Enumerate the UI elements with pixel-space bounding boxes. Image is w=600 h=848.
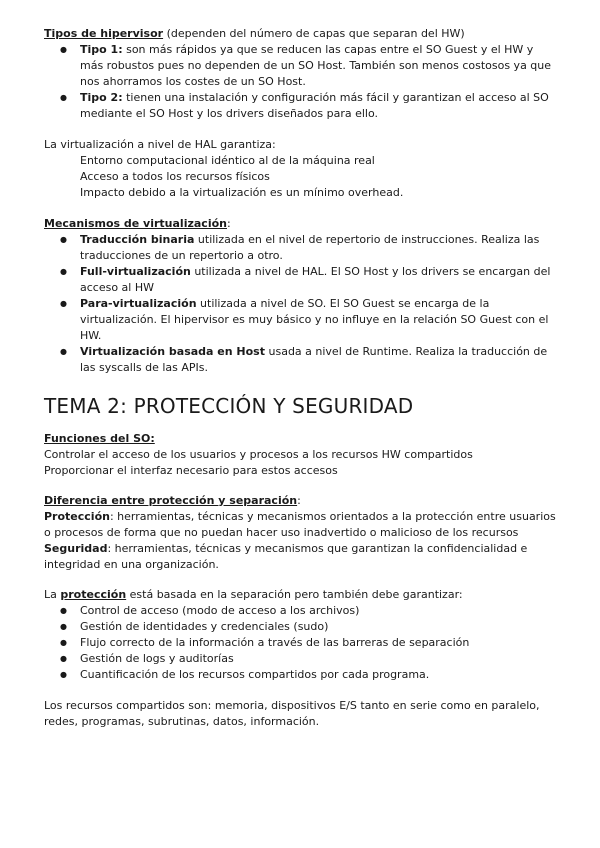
item-label: Virtualización basada en Host bbox=[80, 345, 265, 358]
list-item bbox=[44, 232, 556, 264]
list-item bbox=[44, 344, 556, 376]
proteccion-definition bbox=[44, 509, 556, 541]
diferencia-heading: Diferencia entre protección y separación bbox=[44, 494, 298, 507]
item-label: Tipo 2: bbox=[80, 91, 123, 104]
list-item: ● Gestión de identidades y credenciales (sudo) bbox=[44, 619, 556, 635]
item-text: usada a nivel de Runtime. Realiza la traducción de las syscalls de las APIs. bbox=[80, 345, 548, 374]
funciones-line: Controlar el acceso de los usuarios y procesos a los recursos HW compartidos bbox=[44, 448, 473, 461]
item-text: tienen una instalación y configuración más fácil y garantizan el acceso al SO mediante el SO Host y los drivers diseñados para ello. bbox=[80, 91, 549, 120]
seguridad-label: Seguridad bbox=[44, 542, 108, 555]
garantizar-post: está basada en la separación pero también debe garantizar: bbox=[126, 588, 463, 601]
garantizar-list bbox=[44, 603, 556, 683]
mecanismos-heading: Mecanismos de virtualización bbox=[44, 217, 227, 230]
proteccion-text: : herramientas, técnicas y mecanismos orientados a la protección entre usuarios o procesos de forma que no puedan hacer uso inadvertido o malicioso de los recursos bbox=[44, 510, 556, 539]
hipervisor-heading-rest: (dependen del número de capas que separan del HW) bbox=[163, 27, 465, 40]
seguridad-definition bbox=[44, 541, 556, 573]
list-item bbox=[44, 90, 556, 122]
list-item bbox=[44, 296, 556, 344]
item-label: Traducción binaria bbox=[80, 233, 195, 246]
item-text: son más rápidos ya que se reducen las capas entre el SO Guest y el HW y más robustos pues no dependen de un SO Host. También son menos costosos ya que nos ahorramos los costes de un SO Host. bbox=[80, 43, 552, 88]
list-item: ● Gestión de logs y auditorías bbox=[44, 651, 556, 667]
item-label: Full-virtualización bbox=[80, 265, 191, 278]
funciones-heading: Funciones del SO: bbox=[44, 432, 155, 445]
diferencia-heading-line bbox=[44, 493, 556, 509]
document-page bbox=[44, 26, 556, 730]
recursos-text: Los recursos compartidos son: memoria, dispositivos E/S tanto en serie como en paralelo, redes, programas, subrutinas, datos, información. bbox=[44, 699, 540, 728]
proteccion-label: Protección bbox=[44, 510, 110, 523]
mecanismos-heading-line bbox=[44, 216, 556, 232]
item-label: Tipo 1: bbox=[80, 43, 123, 56]
seguridad-text: : herramientas, técnicas y mecanismos que garantizan la confidencialidad e integridad en una organización. bbox=[44, 542, 528, 571]
list-item bbox=[44, 264, 556, 296]
hipervisor-heading-line bbox=[44, 26, 556, 42]
mecanismos-list bbox=[44, 232, 556, 376]
funciones-line: Proporcionar el interfaz necesario para estos accesos bbox=[44, 464, 338, 477]
hal-intro: La virtualización a nivel de HAL garantiza: bbox=[44, 138, 276, 151]
tema-title: TEMA 2: PROTECCIÓN Y SEGURIDAD bbox=[44, 394, 414, 418]
list-item: ● Flujo correcto de la información a través de las barreras de separación bbox=[44, 635, 556, 651]
list-item: ● Cuantificación de los recursos compartidos por cada programa. bbox=[44, 667, 556, 683]
garantizar-word: protección bbox=[60, 588, 127, 601]
hal-line: Acceso a todos los recursos físicos bbox=[80, 170, 270, 183]
item-text: utilizada a nivel de SO. El SO Guest se encarga de la virtualización. El hipervisor es muy básico y no influye en la relación SO Guest con el HW. bbox=[80, 297, 549, 342]
list-item: ● Control de acceso (modo de acceso a los archivos) bbox=[44, 603, 556, 619]
garantizar-intro bbox=[44, 587, 556, 603]
diferencia-heading-rest: : bbox=[297, 494, 301, 507]
item-label: Para-virtualización bbox=[80, 297, 197, 310]
mecanismos-heading-rest: : bbox=[226, 217, 231, 230]
hal-line: Impacto debido a la virtualización es un mínimo overhead. bbox=[80, 186, 404, 199]
hipervisor-list bbox=[44, 42, 556, 122]
item-text: utilizada en el nivel de repertorio de instrucciones. Realiza las traducciones de un repertorio a otro. bbox=[80, 233, 540, 262]
hipervisor-heading: Tipos de hipervisor bbox=[44, 27, 164, 40]
garantizar-pre: La bbox=[44, 588, 61, 601]
list-item bbox=[44, 42, 556, 90]
hal-line: Entorno computacional idéntico al de la máquina real bbox=[80, 154, 375, 167]
item-text: utilizada a nivel de HAL. El SO Host y los drivers se encargan del acceso al HW bbox=[80, 265, 551, 294]
